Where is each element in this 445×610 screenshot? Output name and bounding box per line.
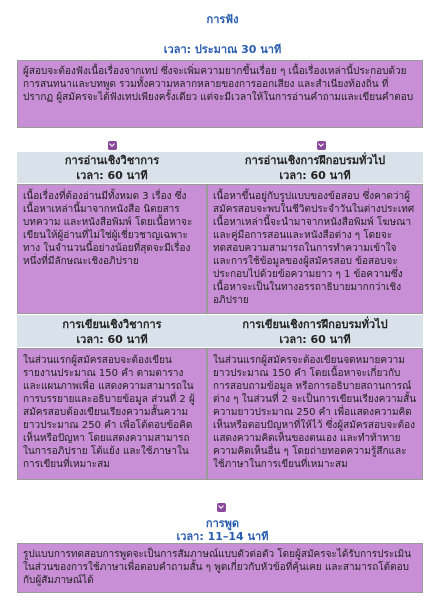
chevron-down-icon[interactable] [108,141,117,150]
reading-academic-description: เนื้อเรื่องที่ต้องอ่านมีทั้งหมด 3 เรื่อง ซึ่งเนื้อหาเหล่านี้มาจากหนังสือ นิตยสาร บทความ และหนังสือพิมพ์ โดยเนื้อหาจะเขียนให้ผู้อ่านที่ไม่ใช่ผู้เชี่ยวชาญเฉพาะทาง ในจำนวนนี้อย่างน้อยที่สุดจะมีเรื่องหนึ่งที่มีลักษณะเชิงอภิปราย [17,184,207,314]
writing-general-title: การเขียนเชิงการฝึกอบรมทั่วไป [242,318,388,331]
reading-general-duration: เวลา: 60 นาที [279,169,351,182]
chevron-down-icon[interactable] [217,503,226,512]
speaking-title: การพูด [205,517,240,530]
reading-general-description: เนื้อหาขึ้นอยู่กับรูปแบบของข้อสอบ ซึ่งคาดว่าผู้สมัครสอบจะพบในชีวิตประจำวันในต่างประเทศ เนื้อหาเหล่านี้จะนำมาจากหนังสือพิมพ์ โฆษณา และคู่มือการสอนและหนังสือต่าง ๆ โดยจะทดสอบความสามารถในการทำความเข้าใจ และการใช้ข้อมูลของผู้สมัครสอบ ข้อสอบจะประกอบไปด้วยข้อความยาว ๆ 1 ข้อความซึ่งเนื้อหาจะเป็นในทางอรรถาธิบายมากกว่าเชิงอภิปราย [207,184,423,314]
listening-description: ผู้สอบจะต้องฟังเนื้อเรื่องจากเทป ซึ่งจะเพิ่มความยากขึ้นเรื่อย ๆ เนื้อเรื่องเหล่านี้ประกอบด้วยการสนทนาและบทพูด รวมทั้งความหลากหลายของการออกเสียง และสำเนียงท้องถิ่น ที่ปรากฏ ผู้สมัครจะได้ฟังเทปเพียงครั้งเดียว แต่จะมีเวลาให้ในการอ่านคำถามและเขียนคำตอบ [17,60,423,128]
listening-duration: เวลา: ประมาณ 30 นาที [163,43,282,56]
writing-academic-description: ในส่วนแรกผู้สมัครสอบจะต้องเขียนรายงานประมาณ 150 คำ ตามตาราง และแผนภาพเพื่อ แสดงความสามารถในการบรรยายและอธิบายข้อมูล ส่วนที่ 2 ผู้สมัครสอบต้องเขียนเรียงความสั้นความยาวประมาณ 250 คำ เพื่อโต้ตอบข้อคิดเห็นหรือปัญหา โดยแสดงความสามารถในการอภิปราย โต้แย้ง และใช้ภาษาในการเขียนที่เหมาะสม [17,348,207,480]
writing-academic-duration: เวลา: 60 นาที [76,333,148,346]
reading-academic-duration: เวลา: 60 นาที [76,169,148,182]
reading-general-header [207,152,423,183]
chevron-down-icon[interactable] [317,141,326,150]
listening-title: การฟัง [206,13,239,26]
reading-general-title: การอ่านเชิงการฝึกอบรมทั่วไป [244,154,386,167]
speaking-description: รูปแบบการทดสอบการพูดจะเป็นการสัมภาษณ์แบบตัวต่อตัว โดยผู้สมัครจะได้รับการประเมินในส่วนของการใช้ภาษาเพื่อตอบคำถามสั้น ๆ พูดเกี่ยวกับหัวข้อที่คุ้นเคย และสามารถโต้ตอบกับผู้สัมภาษณ์ได้ [17,543,423,593]
speaking-duration: เวลา: 11–14 นาที [176,530,269,543]
reading-academic-title: การอ่านเชิงวิชาการ [64,154,160,167]
writing-academic-title: การเขียนเชิงวิชาการ [62,318,162,331]
writing-general-duration: เวลา: 60 นาที [279,333,351,346]
writing-general-description: ในส่วนแรกผู้สมัครจะต้องเขียนจดหมายความยาวประมาณ 150 คำ โดยเนื้อหาจะเกี่ยวกับการสอบถามข้อมูล หรือการอธิบายสถานการณ์ต่าง ๆ ในส่วนที่ 2 จะเป็นการเขียนเรียงความสั้นความยาวประมาณ 250 คำ เพื่อแสดงความคิดเห็นหรือตอบปัญหาที่ให้ไว้ ซึ่งผู้สมัครสอบจะต้องแสดงความคิดเห็นของตนเอง และทำท้าทายความคิดเห็นอื่น ๆ โดยถ่ายทอดความรู้สึกและใช้ภาษาในการเขียนที่เหมาะสม [207,348,423,480]
reading-academic-header [17,152,207,183]
writing-academic-header [17,315,207,347]
writing-general-header [207,315,423,347]
